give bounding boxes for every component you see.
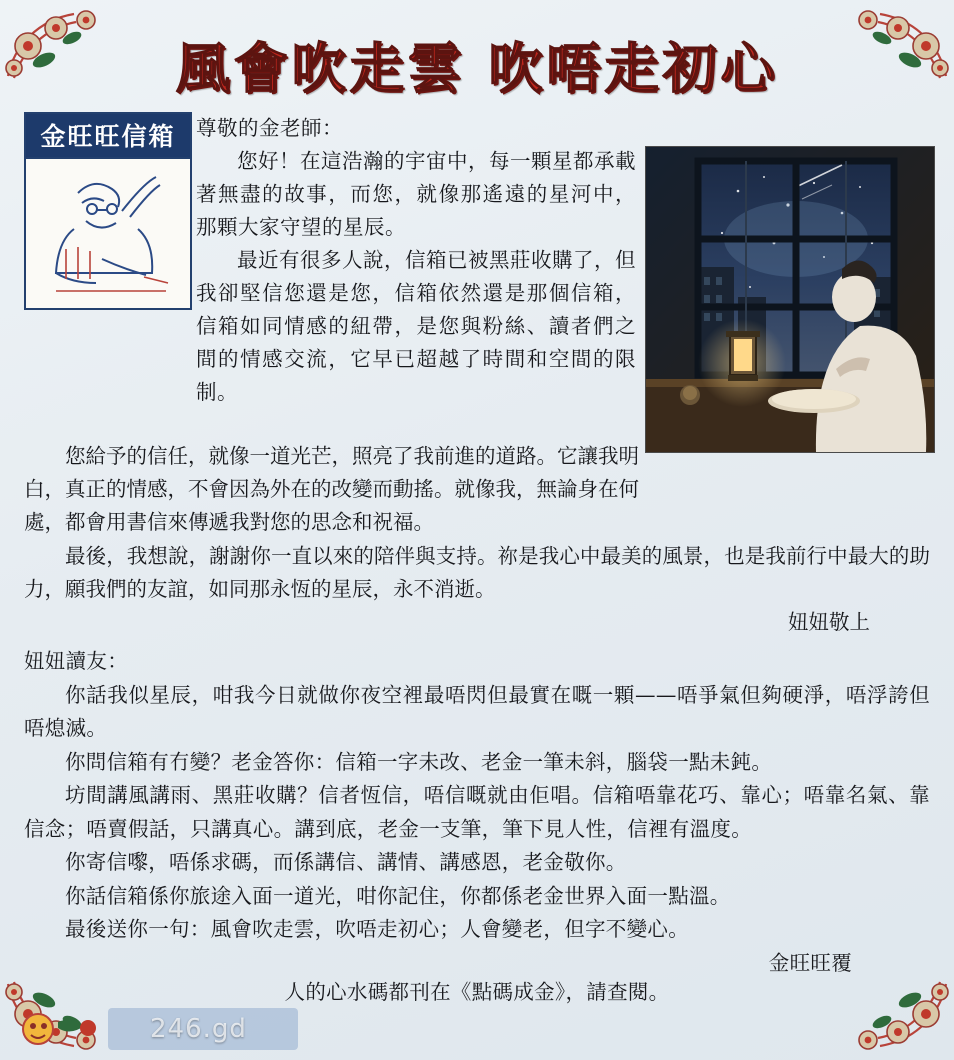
- watermark-logo-icon: [18, 1010, 110, 1048]
- letter-paragraph-3-text: 您給予的信任，就像一道光芒，照亮了我前進的道路。它讓我明白，真正的情感，不會因為外在的改變而動搖。就像我，無論身在何處，都會用書信來傳遞我對您的思念和祝福。: [24, 444, 639, 534]
- reply-paragraph-3: 坊間講風講雨、黑莊收購？信者恆信，唔信嘅就由佢唱。信箱唔靠花巧、靠心；唔靠名氣、靠信念；唔賣假話，只講真心。講到底，老金一支筆，筆下見人性，信裡有溫度。: [24, 783, 930, 841]
- watermark-text: 246.gd: [150, 1014, 247, 1044]
- reply-paragraph-6: 最後送你一句：風會吹走雲，吹唔走初心；人會變老，但字不變心。: [65, 917, 689, 941]
- letter-paragraph-3: [24, 440, 639, 539]
- letter-paragraph-2a: 最近有很多人說，信箱已被黑莊收購了，但我卻堅信您還是您，信箱依然還是那個信箱，信箱如同情感的紐帶，是您與粉絲、讀者們之間的情感交流，它早已超越了時間和空間的限制。: [196, 248, 636, 404]
- mailbox-badge-title: 金旺旺信箱: [26, 114, 190, 159]
- reply-paragraph-2: 你問信箱有冇變？老金答你：信箱一字未改、老金一筆未斜，腦袋一點未鈍。: [65, 749, 773, 774]
- reply-paragraph-4: 你寄信嚟，唔係求碼，而係講信、講情、講感恩，老金敬你。: [65, 850, 627, 874]
- reply-salutation: 妞妞讀友：: [24, 649, 128, 673]
- letter-paragraph-1: 您好！在這浩瀚的宇宙中，每一顆星都承載著無盡的故事，而您，就像那遙遠的星河中，那顆大家守望的星辰。: [196, 149, 636, 239]
- page-title: 風會吹走雲 吹唔走初心: [175, 37, 779, 100]
- letter-signature: 妞妞敬上: [788, 610, 870, 634]
- letter-body: [24, 112, 930, 409]
- reply-paragraph-1: 你話我似星辰，咁我今日就做你夜空裡最唔閃但最實在嘅一顆——唔爭氣但夠硬淨，唔浮誇但唔熄滅。: [24, 682, 930, 740]
- reply-body: [24, 645, 930, 1010]
- letter-paragraph-4: [24, 540, 930, 639]
- reply-footnote: 人的心水碼都刊在《點碼成金》，請查閱。: [284, 980, 670, 1004]
- reply-signature: 金旺旺覆: [768, 950, 852, 975]
- letter-salutation: 尊敬的金老師：: [196, 116, 343, 140]
- reply-paragraph-5: 你話信箱係你旅途入面一道光，咁你記住，你都係老金世界入面一點溫。: [65, 883, 731, 908]
- letter-paragraph-4-text: 最後，我想說，謝謝你一直以來的陪伴與支持。祢是我心中最美的風景，也是我前行中最大的助力，願我們的友誼，如同那永恆的星辰，永不消逝。: [24, 544, 930, 601]
